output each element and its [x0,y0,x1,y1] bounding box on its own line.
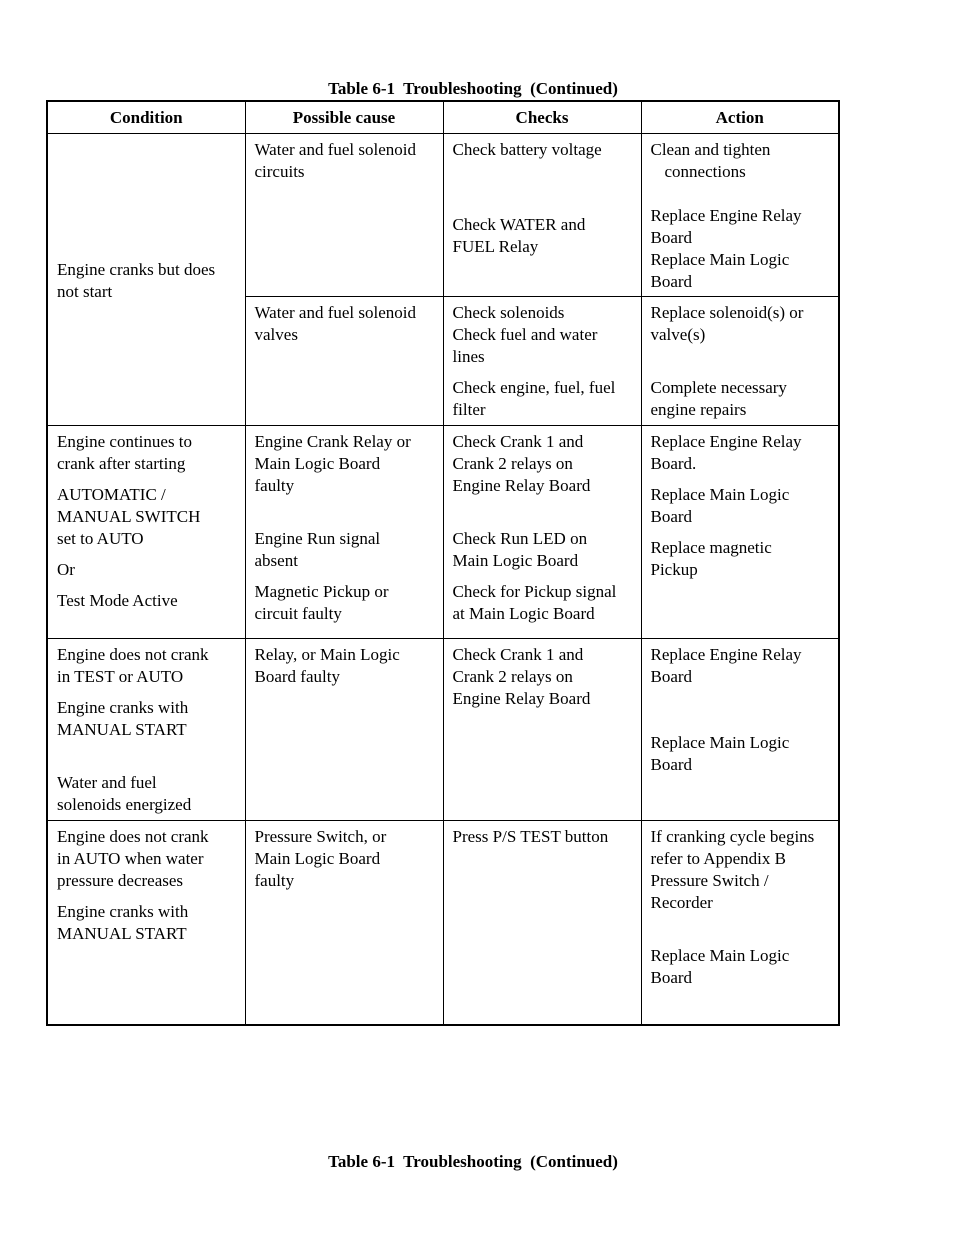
checks-cell [443,821,641,1025]
troubleshooting-table [46,100,840,1026]
action-text: Replace solenoid(s) or valve(s) [650,303,804,344]
header-checks: Checks [443,101,641,134]
action-cell [641,821,839,1025]
action-text: Replace Engine Relay Board. [650,432,802,473]
checks-cell [443,639,641,821]
condition-cell [47,639,245,821]
action-text: Replace Main Logic Board [650,250,790,291]
checks-cell [443,134,641,297]
condition-cell [47,821,245,1025]
check-text: Press P/S TEST button [452,827,609,846]
cause-cell [245,134,443,297]
condition-text: Water and fuel solenoids energized [57,773,192,814]
check-text: Check solenoids [452,303,565,322]
condition-text: Test Mode Active [57,591,178,610]
check-text: Check for Pickup signal at Main Logic Board [452,582,617,623]
table-row [47,821,839,1025]
cause-text: Relay, or Main Logic Board faulty [254,645,400,686]
condition-text: Engine does not crank in TEST or AUTO [57,645,209,686]
condition-text: Engine does not crank in AUTO when water pressure decreases [57,827,209,890]
condition-text: Engine cranks but does not start [57,259,216,301]
header-possible-cause: Possible cause [245,101,443,134]
cause-cell [245,297,443,426]
table-row [47,426,839,639]
action-text: Replace magnetic Pickup [650,538,772,579]
table-caption-bottom: Table 6-1 Troubleshooting (Continued) [328,1152,618,1171]
cause-cell [245,426,443,639]
action-text: Replace Engine Relay Board [650,206,802,247]
action-text: If cranking cycle begins refer to Appendix B Pressure Switch / Recorder [650,827,815,912]
checks-cell [443,426,641,639]
header-action: Action [641,101,839,134]
check-text: Check Crank 1 and Crank 2 relays on Engine Relay Board [452,645,591,708]
condition-text: Engine continues to crank after starting [57,432,193,473]
action-cell [641,426,839,639]
check-text: Check WATER and FUEL Relay [452,215,586,256]
condition-cell [47,426,245,639]
action-cell [641,297,839,426]
action-text: Replace Engine Relay Board [650,645,802,686]
check-text: Check battery voltage [452,140,602,159]
table-row [47,639,839,821]
check-text: Check Run LED on Main Logic Board [452,529,588,570]
condition-text: Or [57,560,75,579]
action-cell [641,639,839,821]
check-text: Check Crank 1 and Crank 2 relays on Engine Relay Board [452,432,591,495]
action-text: Replace Main Logic Board [650,733,790,774]
action-text: Clean and tighten [650,140,771,159]
condition-cell [47,134,245,426]
cause-text: Water and fuel solenoid circuits [254,140,416,181]
check-text: Check engine, fuel, fuel filter [452,378,616,419]
header-condition: Condition [47,101,245,134]
action-cell [641,134,839,297]
condition-text: AUTOMATIC / MANUAL SWITCH set to AUTO [57,485,201,548]
table-header-row [47,101,839,134]
action-text: Complete necessary engine repairs [650,378,787,419]
cause-cell [245,639,443,821]
condition-text: Engine cranks with MANUAL START [57,902,189,943]
cause-text: Pressure Switch, or Main Logic Board faulty [254,827,387,890]
cause-text: Magnetic Pickup or circuit faulty [254,582,389,623]
checks-cell [443,297,641,426]
check-text: Check fuel and water lines [452,325,598,366]
cause-cell [245,821,443,1025]
cause-text: Engine Run signal absent [254,529,381,570]
condition-text: Engine cranks with MANUAL START [57,698,189,739]
table-caption-top: Table 6-1 Troubleshooting (Continued) [328,79,618,98]
table-row [47,134,839,297]
action-text: connections [664,162,746,181]
action-text: Replace Main Logic Board [650,946,790,987]
action-text: Replace Main Logic Board [650,485,790,526]
cause-text: Engine Crank Relay or Main Logic Board faulty [254,432,411,495]
cause-text: Water and fuel solenoid valves [254,303,416,344]
